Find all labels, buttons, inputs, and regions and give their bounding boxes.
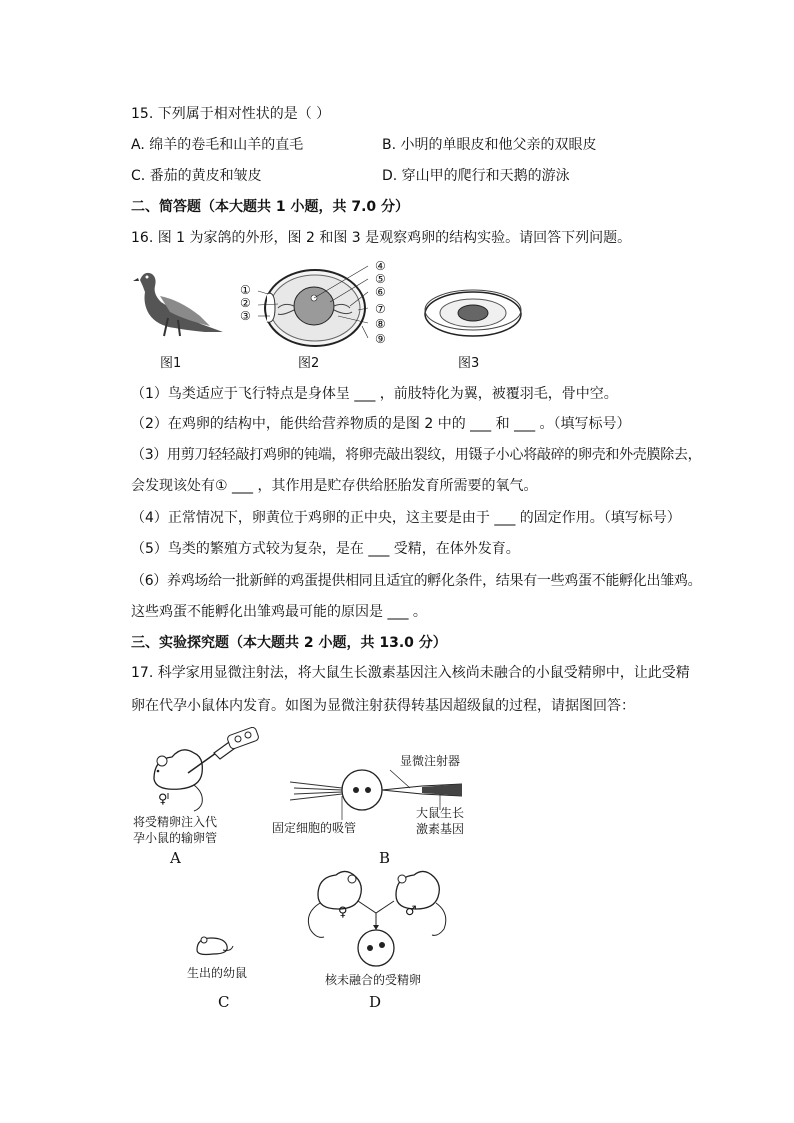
egg-label-1: ① <box>240 283 251 297</box>
male-symbol-d: ♂ <box>405 904 417 919</box>
q16-part-6-line-2: 这些鸡蛋不能孵化出雏鸡最可能的原因是 ___ 。 <box>131 604 427 620</box>
egg-label-5: ⑤ <box>375 272 386 286</box>
q15-stem: 15. 下列属于相对性状的是（ ） <box>131 106 331 122</box>
section-3-heading: 三、实验探究题（本大题共 2 小题，共 13.0 分） <box>131 635 447 651</box>
q16-part-5: （5）鸟类的繁殖方式较为复杂，是在 ___ 受精，在体外发育。 <box>131 541 520 557</box>
gene-label-2: 激素基因 <box>416 822 465 836</box>
egg-label-9: ⑨ <box>375 332 386 346</box>
female-symbol-a: ♀ <box>158 792 168 807</box>
figure-c-label: C <box>218 993 230 1011</box>
figure-d-label: D <box>369 993 382 1011</box>
egg-label-2: ② <box>240 296 251 310</box>
q15-option-b: B. 小明的单眼皮和他父亲的双眼皮 <box>382 137 597 153</box>
q16-part-6-line-1: （6）养鸡场给一批新鲜的鸡蛋提供相同且适宜的孵化条件，结果有一些鸡蛋不能孵化出雏鸡。 <box>131 573 702 589</box>
section-2-heading: 二、简答题（本大题共 1 小题，共 7.0 分） <box>131 199 410 215</box>
figure-c-baby-mouse <box>193 932 235 960</box>
q17-line-1: 17. 科学家用显微注射法，将大鼠生长激素基因注入核尚未融合的小鼠受精卵中，让此受精 <box>131 665 690 681</box>
q16-stem: 16. 图 1 为家鸽的外形，图 2 和图 3 是观察鸡卵的结构实验。请回答下列问题。 <box>131 230 632 246</box>
egg-label-4: ④ <box>375 259 386 273</box>
q16-part-4: （4）正常情况下，卵黄位于鸡卵的正中央，这主要是由于 ___ 的固定作用。（填写标号） <box>131 510 681 526</box>
figure-3-label: 图3 <box>458 356 480 371</box>
figure-a-caption-1: 将受精卵注入代 <box>133 815 218 829</box>
figure-a-label: A <box>170 849 181 867</box>
figure-c-caption: 生出的幼鼠 <box>187 966 248 980</box>
injector-label: 显微注射器 <box>400 754 461 768</box>
egg-label-3: ③ <box>240 309 251 323</box>
figure-1-label: 图1 <box>160 356 182 371</box>
figure-a-caption-2: 孕小鼠的输卵管 <box>133 831 218 845</box>
pigeon-figure <box>130 262 225 347</box>
q15-option-a: A. 绵羊的卷毛和山羊的直毛 <box>131 137 304 153</box>
q16-part-3-line-2: 会发现该处有① ___ ，其作用是贮存供给胚胎发育所需要的氧气。 <box>131 478 538 494</box>
female-symbol-d: ♀ <box>338 905 348 920</box>
q15-option-c: C. 番茄的黄皮和皱皮 <box>131 168 262 184</box>
q16-part-3-line-1: （3）用剪刀轻轻敲打鸡卵的钝端，将卵壳敲出裂纹，用镊子小心将敲碎的卵壳和外壳膜除去， <box>131 447 702 463</box>
q16-part-1: （1）鸟类适应于飞行特点是身体呈 ___ ，前肢特化为翼，被覆羽毛，骨中空。 <box>131 386 618 402</box>
figure-b-label: B <box>379 849 391 867</box>
figure-2-label: 图2 <box>298 356 320 371</box>
q17-line-2: 卵在代孕小鼠体内发育。如图为显微注射获得转基因超级鼠的过程，请据图回答： <box>131 698 635 714</box>
egg-structure-figure <box>238 258 393 350</box>
pipette-label: 固定细胞的吸管 <box>272 821 357 835</box>
figure-d-mating-mice <box>300 865 450 975</box>
q15-option-d: D. 穿山甲的爬行和天鹅的游泳 <box>382 168 570 184</box>
egg-label-7: ⑦ <box>375 302 386 316</box>
dish-egg-figure <box>422 286 524 342</box>
figure-d-caption: 核未融合的受精卵 <box>325 973 422 987</box>
egg-label-6: ⑥ <box>375 285 386 299</box>
gene-label-1: 大鼠生长 <box>416 806 465 820</box>
egg-label-8: ⑧ <box>375 317 386 331</box>
q16-part-2: （2）在鸡卵的结构中，能供给营养物质的是图 2 中的 ___ 和 ___ 。（填写标号） <box>131 416 631 432</box>
